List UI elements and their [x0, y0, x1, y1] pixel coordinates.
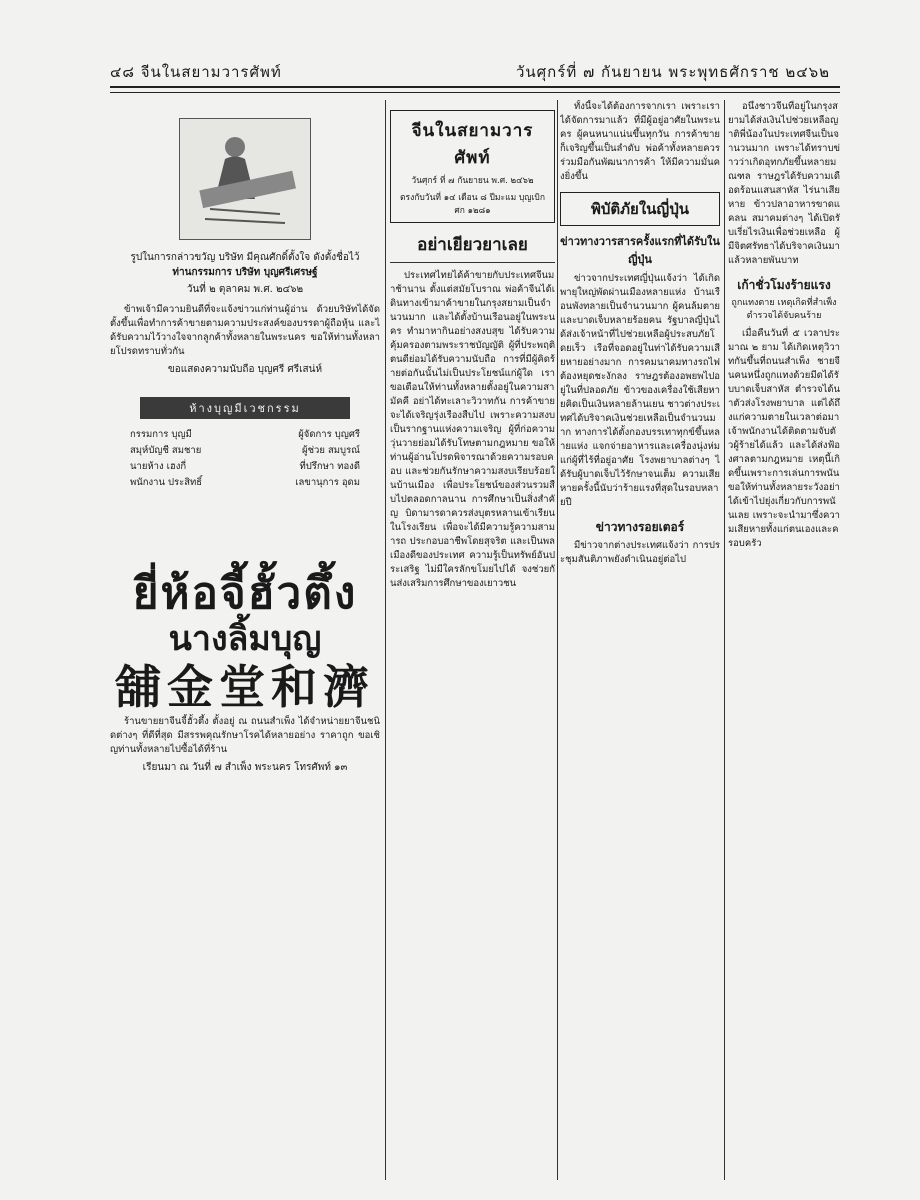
column-3 [560, 100, 720, 1182]
ad-row [130, 459, 360, 475]
ad-rows [130, 427, 360, 491]
paragraph: อนึ่งชาวจีนที่อยู่ในกรุงสยามได้ส่งเงินไปช่วยเหลือญาติพี่น้องในประเทศจีนเป็นจำนวนมาก เพราะได้ทราบข่าวว่าเกิดอุทกภัยขึ้นหลายมณฑล ราษฎรได้รับความเดือดร้อนแสนสาหัส ไร่นาเสียหาย ข้าวปลาอาหารขาดแคลน สมาคมต่างๆ ได้เปิดรับเรี่ยไรเงินเพื่อช่วยเหลือ ผู้มีจิตศรัทธาได้บริจาคเงินมาแล้วหลายพันบาท [728, 101, 840, 266]
page-header [110, 60, 830, 84]
ad-footer: เรียนมา ณ วันที่ ๗ สำเพ็ง พระนคร โทรศัพท์ ๑๓ [142, 762, 348, 773]
news-heading: เก้าชั่วโมงร้ายแรง [737, 278, 831, 292]
ad-chinese-title: 舖金堂和濟 [115, 660, 375, 714]
article-body [728, 327, 840, 551]
column-4 [728, 100, 840, 1182]
header-rule-thin [110, 92, 840, 93]
ad-cell: ที่ปรึกษา ทองดี [299, 461, 360, 472]
header-rule [110, 86, 840, 88]
column-divider [724, 100, 725, 1180]
masthead [390, 110, 555, 223]
ad-banner-text: ห้างบุญมีเวชกรรม [189, 402, 301, 415]
header-right: วันศุกร์ที่ ๗ กันยายน พระพุทธศักราช ๒๔๖๒ [515, 63, 830, 81]
figure-illustration-icon [180, 119, 310, 239]
news-subheading: ถูกแทงตาย เหตุเกิดที่สำเพ็ง ตำรวจได้จับคนร้าย [731, 298, 837, 321]
paragraph: เมื่อคืนวันที่ ๕ เวลาประมาณ ๒ ยาม ได้เกิดเหตุวิวาทกันขึ้นที่ถนนสำเพ็ง ชายจีนคนหนึ่งถูกแทงด้วยมีดได้รับบาดเจ็บสาหัส ตำรวจได้นำตัวส่งโรงพยาบาล แต่ได้ถึงแก่ความตายในเวลาต่อมา เจ้าพนักงานได้ติดตามจับตัวผู้ร้ายได้แล้ว และได้ส่งฟ้องศาลตามกฎหมาย เหตุนี้เกิดขึ้นเพราะการเล่นการพนัน ขอให้ท่านทั้งหลายระวังอย่าได้เข้าไปยุ่งเกี่ยวกับการพนันเลย เพราะจะนำมาซึ่งความเสียหายทั้งแก่ตนเองและครอบครัว [728, 328, 840, 549]
advertisement-box [110, 397, 380, 557]
medicine-advertisement [110, 569, 380, 715]
paragraph: ข่าวจากประเทศญี่ปุ่นแจ้งว่า ได้เกิดพายุใหญ่พัดผ่านเมืองหลายแห่ง บ้านเรือนพังทลายเป็นจำนวนมาก ผู้คนล้มตายและบาดเจ็บหลายร้อยคน รัฐบาลญี่ปุ่นได้ส่งเจ้าหน้าที่ไปช่วยเหลือผู้ประสบภัยโดยเร็ว เรือที่จอดอยู่ในท่าได้รับความเสียหายอย่างมาก การคมนาคมทางรถไฟต้องหยุดชะงักลง ราษฎรต้องอพยพไปอยู่ในที่ปลอดภัย ข้าวของเครื่องใช้เสียหายคิดเป็นเงินหลายล้านเยน ชาวต่างประเทศได้บริจาคเงินช่วยเหลือเป็นจำนวนมาก ทางการได้ตั้งกองบรรเทาทุกข์ขึ้นหลายแห่ง แจกจ่ายอาหารและเครื่องนุ่งห่มแก่ผู้ที่ไร้ที่อยู่อาศัย โรงพยาบาลต่างๆ ได้รับผู้บาดเจ็บไว้รักษาจนเต็ม ความเสียหายครั้งนี้นับว่าร้ายแรงที่สุดในรอบหลายปี [560, 273, 720, 508]
column-divider [557, 100, 558, 1180]
article-body [560, 100, 720, 184]
ad-row [130, 443, 360, 459]
news-heading: ข่าวทางรอยเตอร์ [595, 520, 685, 534]
article-heading-box [560, 192, 720, 226]
illustration-image [179, 118, 311, 240]
paragraph: มีข่าวจากต่างประเทศแจ้งว่า การประชุมสันติภาพยังดำเนินอยู่ต่อไป [560, 540, 720, 565]
paragraph: ร้านขายยาจีนจี้ฮั้วตึ้ง ตั้งอยู่ ณ ถนนสำเพ็ง ได้จำหน่ายยาจีนชนิดต่างๆ ที่ดีที่สุด มีสรรพคุณรักษาโรคได้หลายอย่าง ราคาถูก ขอเชิญท่านทั้งหลายไปซื้อได้ที่ร้าน [110, 716, 380, 755]
article-body [390, 269, 555, 591]
article-body [560, 272, 720, 510]
caption-line: ท่านกรรมการ บริษัท บุญศรีเศรษฐ์ [172, 267, 318, 278]
article-heading: พิบัติภัยในญี่ปุ่น [591, 200, 689, 218]
article-body [728, 100, 840, 268]
paragraph: ข้าพเจ้ามีความยินดีที่จะแจ้งข่าวแก่ท่านผู้อ่าน ด้วยบริษัทได้จัดตั้งขึ้นเพื่อทำการค้าขายตามความประสงค์ของบรรดาผู้ถือหุ้น และได้รับความไว้วางใจจากลูกค้าทั้งหลายในพระนคร ขอให้ท่านทั้งหลายโปรดทราบทั่วกัน [110, 304, 380, 357]
header-left: ๔๘ จีนในสยามวารศัพท์ [110, 63, 282, 81]
masthead-date-lunar: ตรงกับวันที่ ๑๔ เดือน ๘ ปีมะแม บุญเบิกศก ๑๒๘๑ [400, 193, 545, 216]
column-divider [385, 100, 386, 1180]
ad-cell: พนักงาน ประสิทธิ์ [130, 477, 203, 488]
paragraph: ประเทศไทยได้ค้าขายกับประเทศจีนมาช้านาน ตั้งแต่สมัยโบราณ พ่อค้าจีนได้เดินทางเข้ามาค้าขายในกรุงสยามเป็นจำนวนมาก และได้ตั้งบ้านเรือนอยู่ในพระนคร ทำมาหากินอย่างสงบสุข ได้รับความคุ้มครองตามพระราชบัญญัติ ผู้ที่ประพฤติตนดีย่อมได้รับความนับถือ การที่มีผู้คิดร้ายต่อกันนั้นไม่เป็นประโยชน์แก่ผู้ใด เราขอเตือนให้ท่านทั้งหลายตั้งอยู่ในความสามัคคี อย่าได้ทะเลาะวิวาทกัน การค้าขายจะได้เจริญรุ่งเรืองสืบไป เพราะความสงบเป็นรากฐานแห่งความเจริญ ผู้ที่ก่อความวุ่นวายย่อมได้รับโทษตามกฎหมาย ขอให้ท่านผู้อ่านโปรดพิจารณาด้วยความรอบคอบ และช่วยกันรักษาความสงบเรียบร้อยในบ้านเมือง เพื่อประโยชน์ของส่วนรวมสืบไปตลอดกาลนาน การศึกษาเป็นสิ่งสำคัญ บิดามารดาควรส่งบุตรหลานเข้าเรียนในโรงเรียน เพื่อจะได้มีความรู้ความสามารถ ประกอบอาชีพโดยสุจริต และเป็นพลเมืองดีของประเทศ ความรู้เป็นทรัพย์อันประเสริฐ ไม่มีใครลักขโมยไปได้ จงช่วยกันส่งเสริมการศึกษาของเยาวชน [390, 270, 555, 589]
ad-banner [140, 397, 350, 419]
masthead-date: วันศุกร์ ที่ ๗ กันยายน พ.ศ. ๒๔๖๒ [411, 176, 534, 186]
article-body [110, 303, 380, 359]
ad-cell: ผู้จัดการ บุญศรี [298, 429, 360, 440]
ad-cell: สมุห์บัญชี สมชาย [130, 445, 202, 456]
ad-body [110, 715, 380, 757]
ad-subtitle: นางลิ้มบุญ [168, 619, 322, 659]
caption-date: วันที่ ๒ ตุลาคม พ.ศ. ๒๔๖๒ [186, 284, 304, 295]
ad-cell: เลขานุการ อุดม [295, 477, 360, 488]
ad-row [130, 427, 360, 443]
column-1 [110, 100, 380, 1182]
ad-cell: นายห้าง เฮงกี่ [130, 461, 187, 472]
caption-line: รูปในการกล่าวขวัญ บริษัท มีคุณศักดิ์ตั้งใจ ดังตั้งชื่อไว้ [130, 252, 360, 263]
article-body [560, 539, 720, 567]
ad-row [130, 475, 360, 491]
signature: ขอแสดงความนับถือ บุญศรี ศรีเสน่ห์ [167, 364, 323, 375]
article-subheading: ข่าวทางวารสารครั้งแรกที่ได้รับในญี่ปุ่น [560, 235, 720, 266]
masthead-title: จีนในสยามวารศัพท์ [411, 121, 534, 168]
paragraph: ทั้งนี้จะได้ต้องการจากเรา เพราะเราได้จัดการมาแล้ว ที่มีผู้อยู่อาศัยในพระนคร ผู้คนหนาแน่นขึ้นทุกวัน การค้าขายก็เจริญขึ้นเป็นลำดับ พ่อค้าทั้งหลายควรร่วมมือกันพัฒนาการค้า ให้มีความมั่นคงยิ่งขึ้น [560, 101, 720, 182]
ad-cell: ผู้ช่วย สมบูรณ์ [302, 445, 360, 456]
ad-title: ยี่ห้อจี้ฮั้วตึ้ง [132, 568, 358, 619]
ad-cell: กรรมการ บุญมี [130, 429, 192, 440]
article-heading: อย่าเยียวยาเลย [390, 231, 555, 263]
column-2 [390, 100, 555, 1182]
